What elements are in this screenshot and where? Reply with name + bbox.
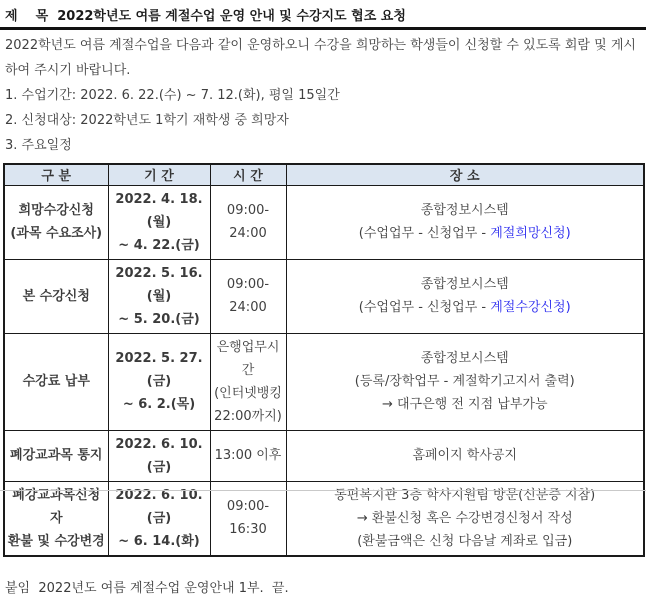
cell-category: 본 수강신청 bbox=[4, 259, 108, 333]
cell-period: 2022. 6. 10.(금) ~ 6. 14.(화) bbox=[108, 481, 210, 556]
column-header-place: 장 소 bbox=[286, 164, 644, 185]
cell-category: 폐강교과목신청자 환불 및 수강변경 bbox=[4, 481, 108, 556]
cell-place: 종합정보시스템 (수업업무 - 신청업무 - 계절수강신청) bbox=[286, 259, 644, 333]
item-schedule-heading: 3. 주요일정 bbox=[5, 138, 72, 153]
cell-period: 2022. 4. 18.(월) ~ 4. 22.(금) bbox=[108, 185, 210, 259]
hope-registration-link[interactable]: 계절희망신청 bbox=[490, 226, 566, 241]
title-divider bbox=[0, 27, 646, 30]
column-header-period: 기 간 bbox=[108, 164, 210, 185]
cell-time: 09:00-24:00 bbox=[210, 185, 286, 259]
cell-time: 은행업무시간 (인터넷뱅킹 22:00까지) bbox=[210, 333, 286, 430]
place-path-text: (수업업무 - 신청업무 - bbox=[358, 226, 491, 241]
item-eligibility: 2. 신청대상: 2022학년도 1학기 재학생 중 희망자 bbox=[5, 113, 289, 128]
cell-place: 홈페이지 학사공지 bbox=[286, 430, 644, 481]
cell-time: 09:00-16:30 bbox=[210, 481, 286, 556]
cell-category: 폐강교과목 통지 bbox=[4, 430, 108, 481]
item-class-period: 1. 수업기간: 2022. 6. 22.(수) ~ 7. 12.(화), 평일 15일간 bbox=[5, 88, 340, 103]
cell-period: 2022. 6. 10.(금) bbox=[108, 430, 210, 481]
cell-category: 수강료 납부 bbox=[4, 333, 108, 430]
cell-time: 09:00-24:00 bbox=[210, 259, 286, 333]
subject-line bbox=[0, 0, 646, 27]
intro-paragraph: 2022학년도 여름 계절수업을 다음과 같이 운영하오니 수강을 희망하는 학생들이 신청할 수 있도록 회람 및 게시하여 주시기 바랍니다. bbox=[5, 38, 636, 78]
attachment-note: 붙임 2022년도 여름 계절수업 운영안내 1부. 끝. bbox=[5, 580, 289, 596]
cell-place: 종합정보시스템 (수업업무 - 신청업무 - 계절희망신청) bbox=[286, 185, 644, 259]
cell-category: 희망수강신청 (과목 수요조사) bbox=[4, 185, 108, 259]
page-title: 2022학년도 여름 계절수업 운영 안내 및 수강지도 협조 요청 bbox=[57, 9, 406, 24]
cell-time: 13:00 이후 bbox=[210, 430, 286, 481]
table-header-row bbox=[4, 164, 644, 185]
place-path-suffix: ) bbox=[565, 300, 571, 315]
table-row bbox=[4, 185, 644, 259]
table-row bbox=[4, 333, 644, 430]
schedule-table bbox=[3, 163, 645, 557]
subject-label: 제 목 bbox=[5, 9, 49, 24]
course-registration-link[interactable]: 계절수강신청 bbox=[490, 300, 566, 315]
column-header-category: 구 분 bbox=[4, 164, 108, 185]
cell-place: 동편복지관 3층 학사지원팀 방문(신분증 지참) → 환불신청 혹은 수강변경신청서 작성 (환불금액은 신청 다음날 계좌로 입금) bbox=[286, 481, 644, 556]
cell-period: 2022. 5. 27.(금) ~ 6. 2.(목) bbox=[108, 333, 210, 430]
cell-place: 종합정보시스템 (등록/장학업무 - 계절학기고지서 출력) → 대구은행 전 지점 납부가능 bbox=[286, 333, 644, 430]
place-path-text: (수업업무 - 신청업무 - bbox=[358, 300, 491, 315]
place-path-suffix: ) bbox=[565, 226, 571, 241]
table-row bbox=[4, 481, 644, 556]
table-row bbox=[4, 430, 644, 481]
table-row bbox=[4, 259, 644, 333]
cell-period: 2022. 5. 16.(월) ~ 5. 20.(금) bbox=[108, 259, 210, 333]
column-header-time: 시 간 bbox=[210, 164, 286, 185]
